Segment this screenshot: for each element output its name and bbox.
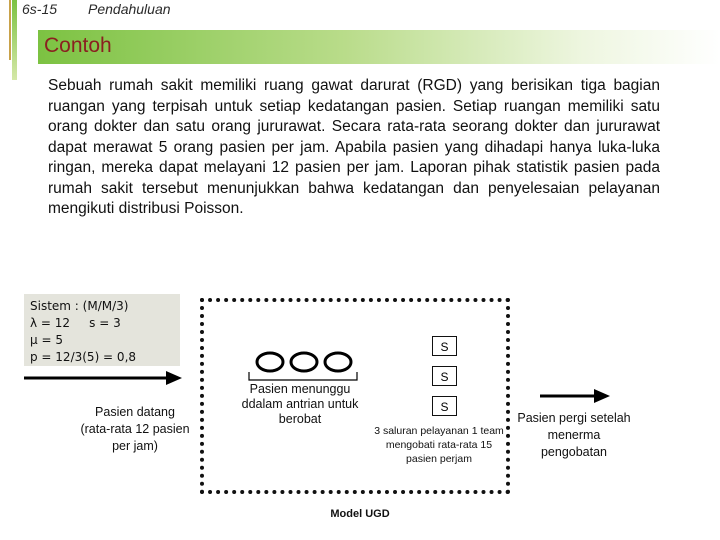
slide-number: 6s-15 — [22, 1, 58, 17]
departure-label: Pasien pergi setelah menerma pengobatan — [517, 411, 631, 459]
system-line: Sistem : (M/M/3) — [30, 299, 129, 313]
decorative-green-line — [12, 0, 17, 80]
server-box: S — [432, 366, 457, 386]
slide-title: Contoh — [44, 34, 112, 57]
arrival-arrow — [24, 368, 184, 388]
queue-bracket — [248, 372, 358, 382]
waiting-patients-icon — [254, 350, 354, 374]
model-label: Model UGD — [330, 508, 390, 520]
arrival-label: Pasien datang (rata-rata 12 pasien per jam) — [80, 405, 190, 453]
problem-text: Sebuah rumah sakit memiliki ruang gawat darurat (RGD) yang berisikan tiga bagian ruangan yang terpisah untuk setiap kedatangan pasien. Setiap ruangan memiliki satu orang dokter dan satu orang jururawat. Secara rata-rata seorang dokter dan jururawat dapat merawat 5 orang pasien per jam. Apabila pasien yang dihadapi hanya luka-luka ringan, mereka dapat melayani 12 pasien per jam. Laporan pihak statistik pasien pada rumah sakit tersebut menunjukkan bahwa kedatangan dan penyelesaian pelayanan mengikuti distribusi Poisson. — [48, 77, 660, 217]
server-box: S — [432, 396, 457, 416]
queue-label: Pasien menunggu ddalam antrian untuk berobat — [241, 382, 359, 426]
system-line: μ = 5 — [30, 333, 63, 347]
system-line: p = 12/3(5) = 0,8 — [30, 350, 137, 364]
title-band — [38, 30, 720, 64]
departure-arrow — [512, 386, 612, 406]
system-line: λ = 12 s = 3 — [30, 316, 121, 330]
section-name: Pendahuluan — [88, 1, 171, 17]
header-bar — [0, 0, 720, 22]
server-box: S — [432, 336, 457, 356]
system-parameters-box — [24, 294, 180, 366]
service-label: 3 saluran pelayanan 1 team mengobati rata-rata 15 pasien perjam — [374, 425, 504, 465]
decorative-gold-line — [9, 0, 11, 60]
